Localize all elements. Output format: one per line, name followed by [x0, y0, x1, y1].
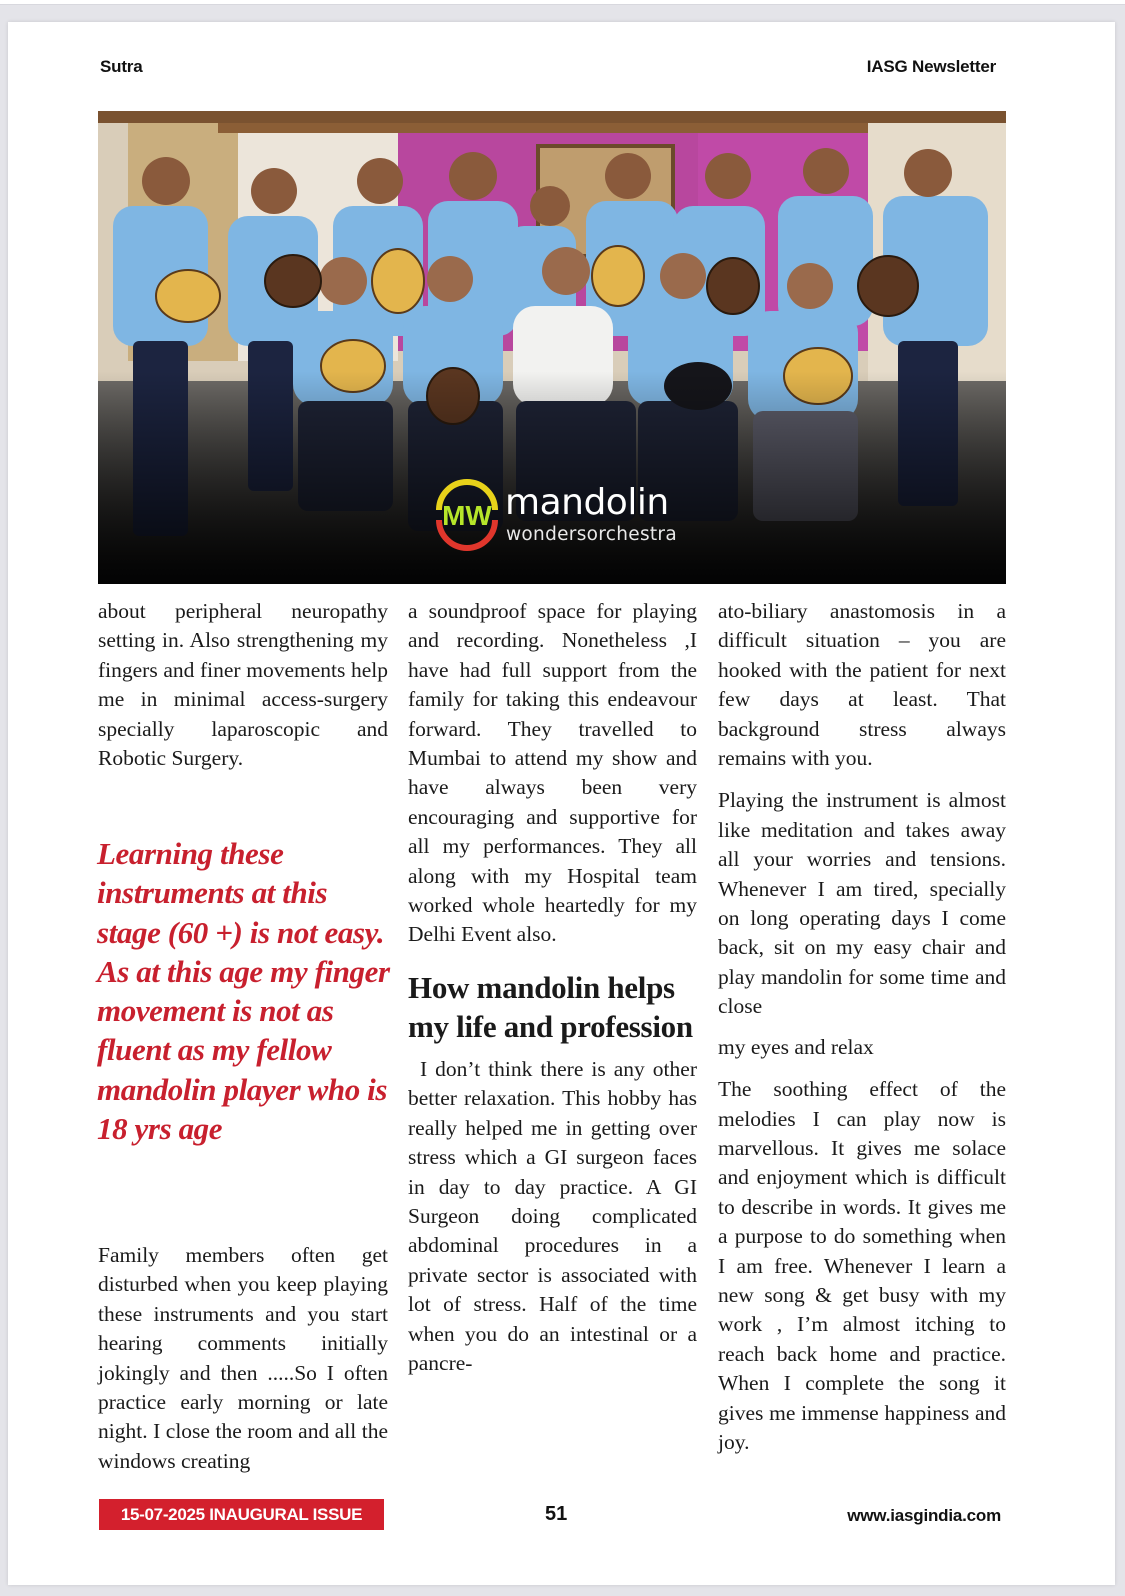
page-number: 51: [545, 1503, 568, 1525]
body-paragraph: about peripheral neuropathy setting in. Also strengthening my fingers and finer movements help me in minimal access-surgery specially laparoscopic and Robotic Surgery.: [98, 599, 388, 771]
column-3: [718, 597, 1006, 1457]
body-paragraph: a soundproof space for playing and recording. Nonetheless ,I have had full support from the family for taking this endeavour forward. They travelled to Mumbai to attend my show and have always been very encouraging and supportive for all my performances. They all along with my Hospital team worked whole heartedly for my Delhi Event also.: [408, 599, 697, 947]
body-paragraph: my eyes and relax: [718, 1034, 874, 1059]
running-header-left: Sutra: [100, 57, 143, 76]
body-paragraph: ato-biliary anastomosis in a difficult situation – you are hooked with the patient for next few days at least. That background stress always remains with you.: [718, 599, 1006, 771]
logo-subtitle: wondersorchestra: [506, 524, 677, 545]
issue-date-badge: 15-07-2025 INAUGURAL ISSUE: [99, 1499, 384, 1530]
body-paragraph: I don’t think there is any other better relaxation. This hobby has really helped me in getting over stress which a GI surgeon faces in day to day practice. A GI Surgeon doing complicated abdominal procedures in a private sector is associated with lot of stress. Half of the time when you do an intestinal or a pancre-: [408, 1056, 697, 1375]
pull-quote: Learning these instruments at this stage (60 +) is not easy. As at this age my finger movement is not as fluent as my fellow mandolin player who is 18 yrs age: [97, 836, 390, 1147]
group-photo: [98, 111, 1006, 584]
svg-text:MW: MW: [442, 500, 492, 531]
website-link[interactable]: www.iasgindia.com: [847, 1506, 1001, 1525]
body-paragraph: Playing the instrument is almost like meditation and takes away all your worries and tensions. Whenever I am tired, specially on long operating days I come back, sit on my easy chair and play mandolin for some time and close: [718, 788, 1006, 1019]
column-1-bottom: [98, 1241, 388, 1476]
section-subheading: How mandolin helps my life and profession: [408, 969, 693, 1045]
column-1-top: [98, 597, 388, 773]
previous-page-edge: [0, 0, 1125, 5]
body-paragraph: The soothing effect of the melodies I can play now is marvellous. It gives me solace and enjoyment which is difficult to describe in words. It gives me a purpose to do something when I am free. Whenever I learn a new song & get busy with my work , I’m almost itching to reach back home and practice. When I complete the song it gives me immense happiness and joy.: [718, 1077, 1006, 1454]
running-header-right: IASG Newsletter: [866, 57, 996, 76]
logo-title: mandolin: [505, 482, 669, 523]
body-paragraph: Family members often get disturbed when you keep playing these instruments and you start hearing comments initially jokingly and then .....So I often practice early morning or late night. I close the room and all the windows creating: [98, 1243, 388, 1473]
column-2: [408, 597, 697, 1378]
